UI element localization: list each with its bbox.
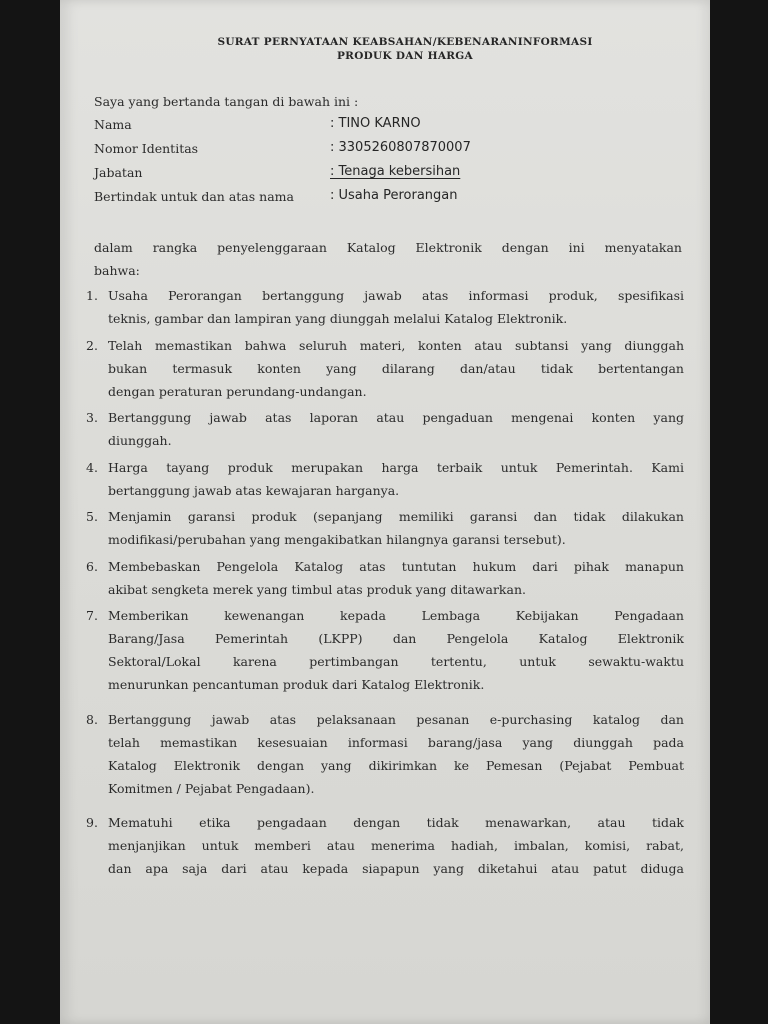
list-item-line: dan apa saja dari atau kepada siapapun yang diketahui atau patut diduga bbox=[108, 861, 684, 876]
list-item-line: Komitmen / Pejabat Pengadaan). bbox=[108, 781, 315, 796]
list-item-line: Bertanggung jawab atas pelaksanaan pesanan e-purchasing katalog dan bbox=[108, 712, 684, 727]
list-item-6 bbox=[86, 555, 684, 601]
list-item-line: menurunkan pencantuman produk dari Katalog Elektronik. bbox=[108, 677, 485, 692]
list-item-number: 7. bbox=[86, 608, 98, 623]
field-value-nama: : TINO KARNO bbox=[330, 116, 421, 131]
list-item-number: 6. bbox=[86, 559, 98, 574]
list-item-line: dengan peraturan perundang-undangan. bbox=[108, 384, 367, 399]
list-item-line: Telah memastikan bahwa seluruh materi, konten atau subtansi yang diunggah bbox=[108, 338, 684, 353]
intro-text: Saya yang bertanda tangan di bawah ini : bbox=[94, 94, 359, 109]
list-item-line: bertanggung jawab atas kewajaran harganya. bbox=[108, 483, 400, 498]
list-item-number: 8. bbox=[86, 712, 98, 727]
list-item-number: 4. bbox=[86, 460, 98, 475]
list-item-line: Sektoral/Lokal karena pertimbangan tertentu, untuk sewaktu-waktu bbox=[108, 654, 684, 669]
list-item-line: akibat sengketa merek yang timbul atas produk yang ditawarkan. bbox=[108, 582, 526, 597]
preamble-line: dalam rangka penyelenggaraan Katalog Elektronik dengan ini menyatakan bbox=[94, 240, 682, 255]
list-item-line: Membebaskan Pengelola Katalog atas tuntutan hukum dari pihak manapun bbox=[108, 559, 684, 574]
list-item-line: menjanjikan untuk memberi atau menerima hadiah, imbalan, komisi, rabat, bbox=[108, 838, 684, 853]
list-item-line: Mematuhi etika pengadaan dengan tidak menawarkan, atau tidak bbox=[108, 815, 684, 830]
list-item-number: 9. bbox=[86, 815, 98, 830]
list-item-line: modifikasi/perubahan yang mengakibatkan hilangnya garansi tersebut). bbox=[108, 532, 566, 547]
document-subtitle: PRODUK DAN HARGA bbox=[336, 50, 474, 62]
list-item-3 bbox=[86, 406, 684, 452]
list-item-4 bbox=[86, 456, 684, 502]
list-item-line: Memberikan kewenangan kepada Lembaga Kebijakan Pengadaan bbox=[108, 608, 684, 623]
list-item-number: 5. bbox=[86, 509, 98, 524]
list-item-7 bbox=[86, 604, 684, 696]
field-label-nomor-identitas: Nomor Identitas bbox=[94, 141, 199, 156]
field-label-jabatan: Jabatan bbox=[94, 165, 143, 180]
list-item-number: 3. bbox=[86, 410, 98, 425]
list-item-9 bbox=[86, 811, 684, 880]
preamble-paragraph bbox=[94, 236, 682, 282]
list-item-2 bbox=[86, 334, 684, 403]
list-item-line: diunggah. bbox=[108, 433, 172, 448]
list-item-line: Barang/Jasa Pemerintah (LKPP) dan Pengelola Katalog Elektronik bbox=[108, 631, 684, 646]
list-item-line: telah memastikan kesesuaian informasi barang/jasa yang diunggah pada bbox=[108, 735, 684, 750]
document-title: SURAT PERNYATAAN KEABSAHAN/KEBENARANINFORMASI bbox=[217, 36, 593, 48]
list-item-line: Menjamin garansi produk (sepanjang memiliki garansi dan tidak dilakukan bbox=[108, 509, 684, 524]
list-item-line: bukan termasuk konten yang dilarang dan/atau tidak bertentangan bbox=[108, 361, 684, 376]
list-item-line: Katalog Elektronik dengan yang dikirimkan ke Pemesan (Pejabat Pembuat bbox=[108, 758, 684, 773]
list-item-1 bbox=[86, 284, 684, 330]
field-label-bertindak: Bertindak untuk dan atas nama bbox=[94, 189, 294, 204]
list-item-line: Harga tayang produk merupakan harga terbaik untuk Pemerintah. Kami bbox=[108, 460, 684, 475]
list-item-8 bbox=[86, 708, 684, 800]
list-item-5 bbox=[86, 505, 684, 551]
list-item-number: 2. bbox=[86, 338, 98, 353]
list-item-line: teknis, gambar dan lampiran yang diunggah melalui Katalog Elektronik. bbox=[108, 311, 568, 326]
field-label-nama: Nama bbox=[94, 117, 132, 132]
field-value-nomor-identitas: : 3305260807870007 bbox=[330, 140, 471, 155]
field-value-jabatan: : Tenaga kebersihan bbox=[330, 164, 461, 179]
list-item-number: 1. bbox=[86, 288, 98, 303]
preamble-line: bahwa: bbox=[94, 263, 140, 278]
list-item-line: Usaha Perorangan bertanggung jawab atas informasi produk, spesifikasi bbox=[108, 288, 684, 303]
field-value-bertindak: : Usaha Perorangan bbox=[330, 188, 458, 203]
document-page bbox=[60, 0, 710, 1024]
list-item-line: Bertanggung jawab atas laporan atau pengaduan mengenai konten yang bbox=[108, 410, 684, 425]
